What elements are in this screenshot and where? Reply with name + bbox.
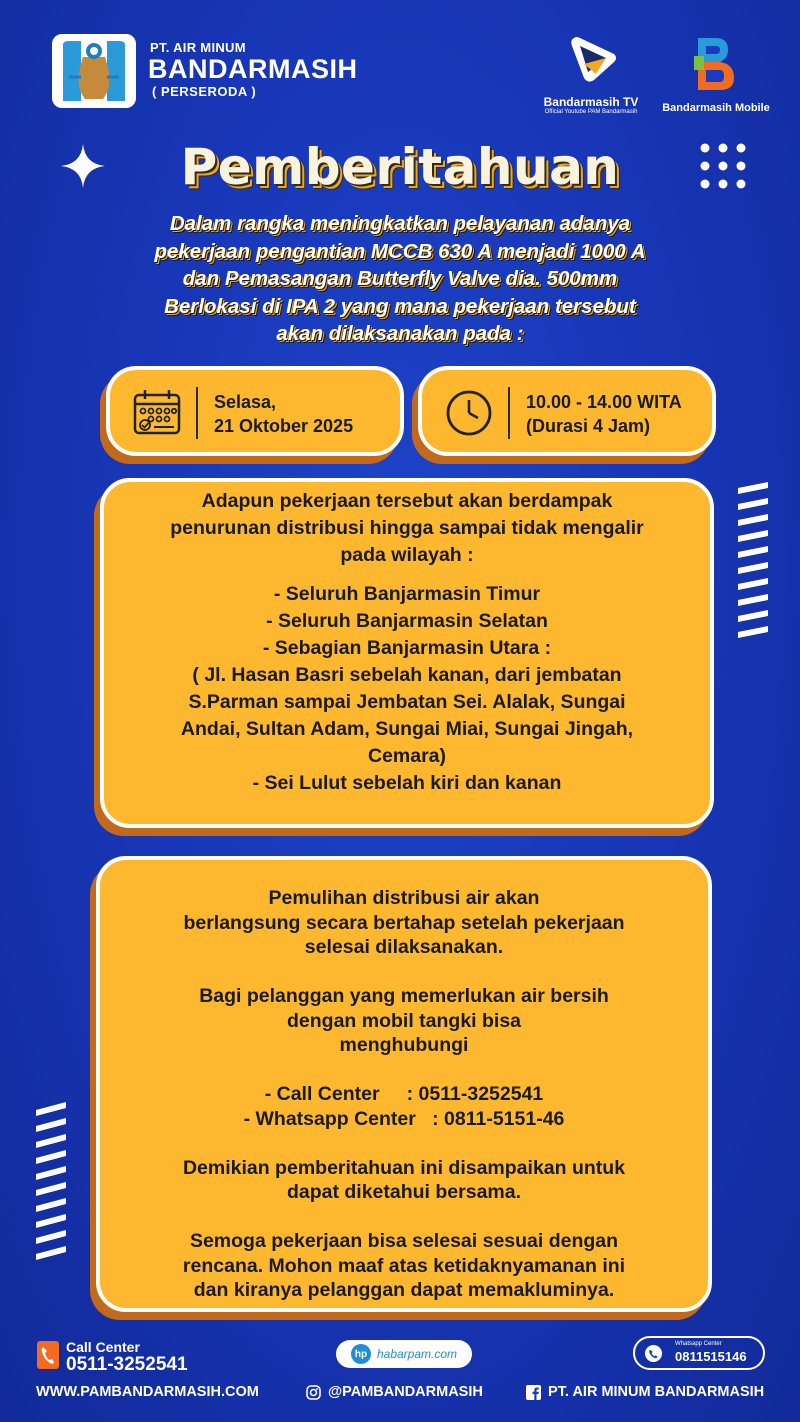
instagram-link[interactable]: @PAMBANDARMASIH <box>328 1384 483 1400</box>
recovery-line: Pemulihan distribusi air akan <box>268 887 540 909</box>
apology-line: Semoga pekerjaan bisa selesai sesuai dengan <box>189 1230 619 1252</box>
tv-tagline: Official Youtube PAM Bandarmasih <box>544 109 638 115</box>
area-item: - Sebagian Banjarmasin Utara : <box>262 637 552 659</box>
b-logo-icon <box>690 34 740 94</box>
impact-intro-line: pada wilayah : <box>340 544 474 566</box>
company-logo <box>52 34 136 108</box>
whatsapp-badge[interactable] <box>633 1336 765 1370</box>
area-item: - Seluruh Banjarmasin Selatan <box>266 610 548 632</box>
day-label: Selasa, <box>214 392 277 412</box>
impact-intro-line: Adapun pekerjaan tersebut akan berdampak <box>201 490 613 512</box>
bandarmasih-mobile-logo <box>690 34 740 94</box>
whatsapp-icon <box>644 1344 663 1363</box>
calendar-icon <box>132 388 182 438</box>
impact-text <box>104 488 710 797</box>
call-center-contact[interactable]: - Call Center : 0511-3252541 <box>264 1083 544 1105</box>
intro-line: Dalam rangka meningkatkan pelayanan adanya <box>169 212 631 235</box>
closing-line: dapat diketahui bersama. <box>286 1181 522 1203</box>
area-detail: ( Jl. Hasan Basri sebelah kanan, dari jembatan <box>192 664 622 686</box>
phone-icon <box>36 1340 60 1370</box>
duration-label: (Durasi 4 Jam) <box>526 416 651 436</box>
company-prefix: PT. AIR MINUM <box>150 40 246 55</box>
habarpam-text: habarpam.com <box>376 1347 458 1361</box>
info-text <box>100 886 708 1303</box>
impact-intro-line: penurunan distribusi hingga sampai tidak mengalir <box>170 517 644 539</box>
impact-card <box>100 478 714 828</box>
area-item: - Sei Lulut sebelah kiri dan kanan <box>252 772 562 794</box>
bandarmasih-tv-logo <box>566 32 618 84</box>
whatsapp-contact[interactable]: - Whatsapp Center : 0811-5151-46 <box>243 1107 565 1130</box>
time-label: 10.00 - 14.00 WITA <box>526 392 682 412</box>
stripes-decoration <box>36 1100 66 1262</box>
whatsapp-label: Whatsapp Center <box>675 1341 722 1347</box>
habarpam-link[interactable] <box>336 1340 472 1368</box>
date-label: 21 Oktober 2025 <box>214 416 354 436</box>
area-detail: Andai, Sultan Adam, Sungai Miai, Sungai Jingah, <box>180 718 634 740</box>
area-detail: Cemara) <box>367 745 447 767</box>
company-name: BANDARMASIH <box>148 54 358 84</box>
apology-line: dan kiranya pelanggan dapat memakluminya. <box>193 1279 615 1301</box>
call-center-label: Call Center <box>66 1339 140 1355</box>
facebook-icon <box>526 1385 541 1400</box>
website-link[interactable]: WWW.PAMBANDARMASIH.COM <box>36 1384 259 1400</box>
stripes-decoration <box>738 482 768 640</box>
tank-line: dengan mobil tangki bisa <box>286 1009 522 1032</box>
date-card <box>106 366 404 456</box>
card-divider <box>196 387 198 439</box>
time-card <box>418 366 716 456</box>
tank-line: menghubungi <box>339 1034 469 1056</box>
water-jar-icon <box>55 37 133 105</box>
call-center-number[interactable]: 0511-3252541 <box>66 1354 188 1375</box>
company-suffix: ( PERSERODA ) <box>152 84 257 99</box>
apology-line: rencana. Mohon maaf atas ketidaknyamanan ini <box>182 1254 626 1277</box>
habarpam-logo: hp <box>351 1344 371 1364</box>
intro-line: Berlokasi di IPA 2 yang mana pekerjaan tersebut <box>164 294 636 318</box>
tank-line: Bagi pelanggan yang memerlukan air bersih <box>199 985 609 1007</box>
facebook-link[interactable]: PT. AIR MINUM BANDARMASIH <box>548 1384 765 1400</box>
time-text <box>526 390 682 438</box>
closing-line: Demikian pemberitahuan ini disampaikan untuk <box>182 1156 626 1179</box>
play-icon <box>566 32 618 84</box>
area-item: - Seluruh Banjarmasin Timur <box>273 583 541 605</box>
info-card <box>96 856 712 1312</box>
card-divider <box>508 387 510 439</box>
area-detail: S.Parman sampai Jembatan Sei. Alalak, Sungai <box>188 691 626 713</box>
whatsapp-number: 0811515146 <box>675 1349 747 1364</box>
recovery-line: selesai dilaksanakan. <box>304 936 504 958</box>
clock-icon <box>444 388 494 438</box>
intro-line: dan Pemasangan Butterfly Valve dia. 500mm <box>182 267 618 290</box>
tv-name: Bandarmasih TV <box>543 95 639 109</box>
instagram-icon <box>306 1385 321 1400</box>
recovery-line: berlangsung secara bertahap setelah pekerjaan <box>183 911 625 934</box>
intro-text <box>60 210 740 348</box>
date-text <box>214 390 353 438</box>
intro-line: pekerjaan pengantian MCCB 630 A menjadi 1000 A <box>154 239 646 263</box>
mobile-name: Bandarmasih Mobile <box>662 102 770 114</box>
page-title: Pemberitahuan <box>180 138 620 196</box>
intro-line: akan dilaksanakan pada : <box>276 322 524 345</box>
